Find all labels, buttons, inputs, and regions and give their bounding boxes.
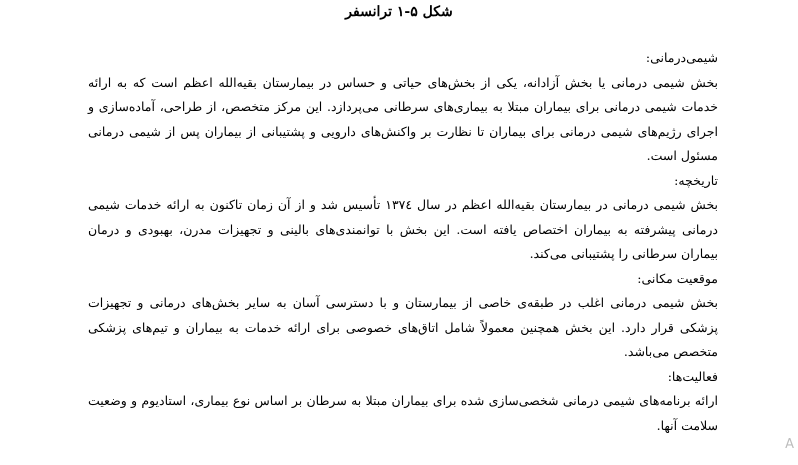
section-heading-activities: فعالیت‌ها: — [667, 368, 718, 384]
figure-caption: شکل ۵-۱ ترانسفر — [345, 4, 453, 20]
section-body-history: بخش شیمی درمانی در بیمارستان بقیه‌الله اعظم در سال ۱۳۷٤ تأسیس شد و از آن زمان تاکنون به ارائه خدمات شیمی درمانی پیشرفته به بیماران اختصاص یافته است. این بخش با توانمندی‌های بالینی و تجهیزات مدرن، بهبودی و درمان بیماران سرطانی را پشتیبانی می‌کند. — [88, 197, 719, 261]
section-heading-history: تاریخچه: — [674, 172, 718, 188]
section-body-chemotherapy: بخش شیمی درمانی یا بخش آزادانه، یکی از بخش‌های حیاتی و حساس در بیمارستان بقیه‌الله اعظم است که به ارائه خدمات شیمی درمانی برای بیماران مبتلا به بیماری‌های سرطانی می‌پردازد. این مرکز متخصص، از طراحی، آماده‌سازی و اجرای رژیم‌های شیمی درمانی برای بیماران تا نظارت بر واکنش‌های دارویی و پشتیبانی از بیماران پس از شیمی درمانی مسئول است. — [88, 74, 718, 163]
section-body-activities: ارائه برنامه‌های شیمی درمانی شخصی‌سازی شده برای بیماران مبتلا به سرطان بر اساس نوع بیماری، استادیوم و وضعیت سلامت آنها. — [88, 393, 718, 433]
section-heading-chemotherapy: شیمی‌درمانی: — [645, 50, 718, 65]
section-heading-location: موقعیت مکانی: — [637, 270, 718, 286]
section-body-location: بخش شیمی درمانی اغلب در طبقه‌ی خاصی از بیمارستان و با دسترسی آسان به سایر بخش‌های درمانی و تجهیزات پزشکی قرار دارد. این بخش همچنین معمولاً شامل اتاق‌های خصوصی برای ارائه خدمات به بیماران و تیم‌های پزشکی متخصص می‌باشد. — [88, 295, 718, 359]
page-number: A — [785, 437, 794, 452]
document-body — [88, 46, 718, 438]
